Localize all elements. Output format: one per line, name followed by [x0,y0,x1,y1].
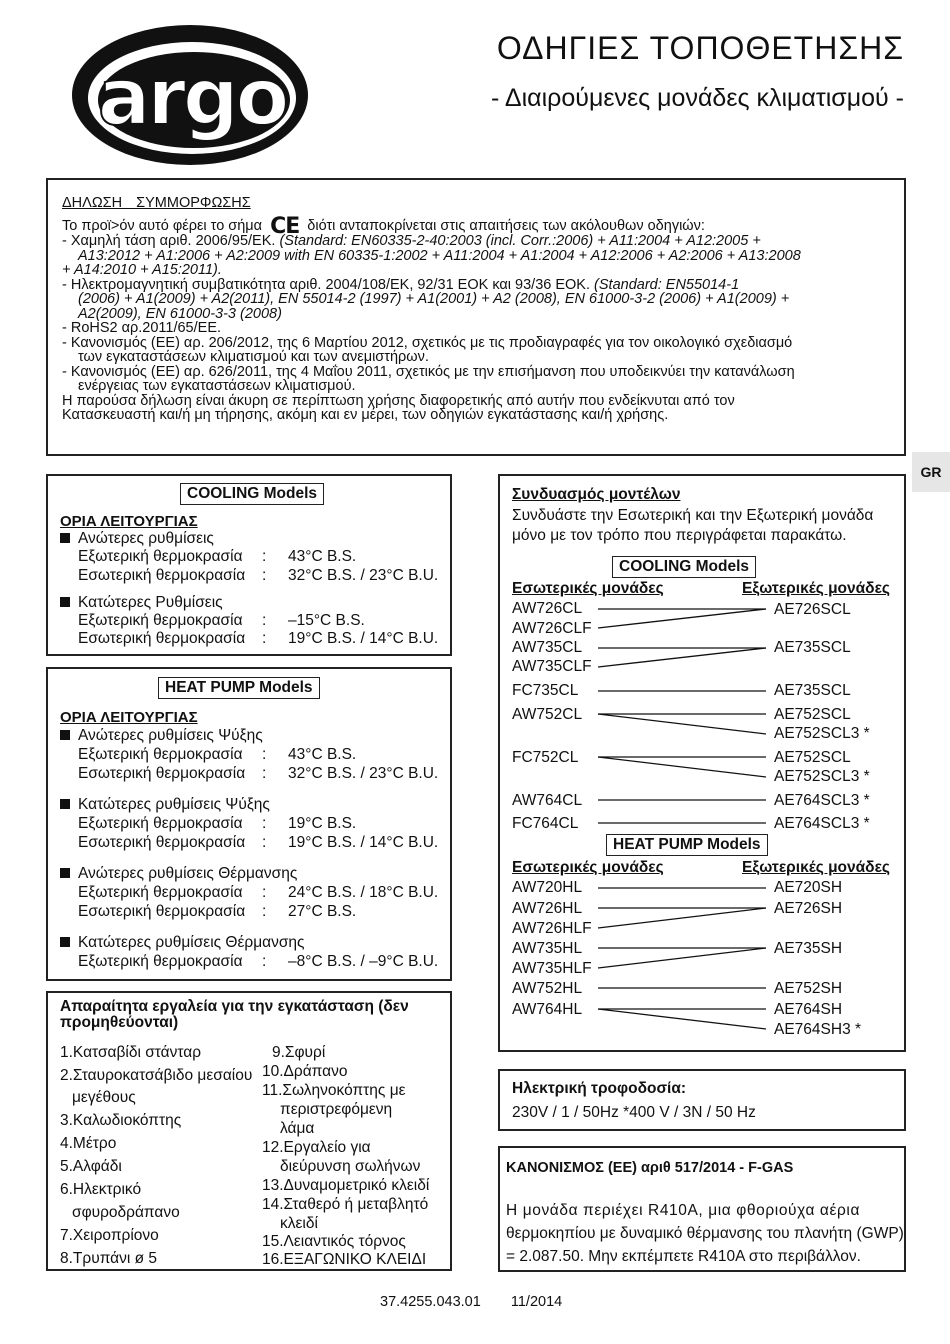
cooling-upper-label: Ανώτερες ρυθμίσεις [78,530,214,547]
page-subtitle: - Διαιρούμενες μονάδες κλιματισμού - [491,84,904,112]
tool-item: 11.Σωληνοκόπτης με [262,1082,406,1099]
indoor-model: AW752CL [512,706,583,723]
language-tab-gr: GR [912,452,950,492]
indoor-model: AW726HL [512,900,583,917]
cooling-limits-panel [46,474,452,656]
fgas-text: Η μονάδα περιέχει R410A, μια φθοριούχα αέρια [506,1202,861,1219]
cooling-models-title: COOLING Models [180,483,324,505]
outdoor-model: AE752SCL3 * [774,768,870,785]
connector-line [598,1009,766,1029]
declaration-emc-standard-cont: (2006) + A1(2009) + A2(2011), EN 55014-2 (1997) + A1(2001) + A2 (2008), EN 61000-3-2 (2006) + A1(2009) + [78,291,790,307]
hp-group-label: Ανώτερες ρυθμίσεις Ψύξης [78,727,263,744]
indoor-model: AW735HLF [512,960,592,977]
bullet-icon [60,730,70,740]
outdoor-model: AE764SCL3 * [774,792,870,809]
cooling-upper-group [60,530,214,548]
declaration-validity: Η παρούσα δήλωση είναι άκυρη σε περίπτωση χρήσης διαφορετικής από αυτήν που ενδείκνυται από τον [62,392,735,409]
tool-item: 13.Δυναμομετρικό κλειδί [262,1177,430,1194]
hp-group-label: Κατώτερες ρυθμίσεις Ψύξης [78,796,270,813]
internal-temp-label: Εσωτερική θερμοκρασία [78,903,246,920]
temp-value: 43°C B.S. [288,746,357,763]
tool-item: 16.ΕΞΑΓΩΝΙΚΟ ΚΛΕΙΔΙ [262,1251,427,1268]
tool-item-cont: κλειδί [280,1215,318,1232]
temp-value: 32°C B.S. / 23°C B.U. [288,765,439,782]
declaration-reg-206: - Κανονισμός (ΕΕ) αρ. 206/2012, της 6 Μαρτίου 2012, σχετικός με τις προδιαγραφές για τον οικολογικό σχεδιασμό [62,334,793,351]
outdoor-model: AE752SH [774,980,843,997]
colon: : [262,548,267,565]
colon: : [262,765,267,782]
indoor-model: AW735HL [512,940,583,957]
outdoor-model: AE735SCL [774,682,851,699]
tool-item: 10.Δράπανο [262,1063,348,1080]
tool-item-cont: περιστρεφόμενη [280,1101,393,1118]
document-footer [380,1294,562,1310]
temp-value: –15°C B.S. [288,612,365,629]
tool-item: 3.Καλωδιοκόπτης [60,1112,182,1129]
outdoor-model: AE764SCL3 * [774,815,870,832]
heatpump-models-title: HEAT PUMP Models [158,677,320,699]
hp-group-label: Ανώτερες ρυθμίσεις Θέρμανσης [78,865,298,882]
colon: : [262,834,267,851]
declaration-emc: - Ηλεκτρομαγνητική συμβατικότητα αριθ. 2004/108/ΕΚ, 92/31 ΕΟΚ και 93/36 ΕΟΚ. [62,276,595,293]
temp-value: 19°C B.S. / 14°C B.U. [288,630,439,647]
internal-temp-label: Εσωτερική θερμοκρασία [78,834,246,851]
declaration-standard: (Standard: EN60335-2-40:2003 (incl. Corr.:2006) + A11:2004 + A12:2005 + [279,233,761,249]
bullet-icon [60,533,70,543]
tool-item: 8.Τρυπάνι ø 5 [60,1250,158,1267]
declaration-low-voltage: - Χαμηλή τάση αριθ. 2006/95/ΕΚ. [62,233,280,249]
declaration-heading: ΔΗΛΩΣΗ ΣΥΜΜΟΡΦΩΣΗΣ [62,195,251,211]
tool-item: 2.Σταυροκατσάβιδο μεσαίου [60,1067,253,1084]
tools-heading-cont: προμηθεύονται) [60,1014,179,1031]
outdoor-model: AE752SCL3 * [774,725,870,742]
temp-value: 27°C B.S. [288,903,357,920]
outdoor-model: AE752SCL [774,749,851,766]
bullet-icon [60,799,70,809]
indoor-model: AW726CLF [512,620,592,637]
internal-temp-label: Εσωτερική θερμοκρασία [78,630,246,647]
page-title: ΟΔΗΓΙΕΣ ΤΟΠΟΘΕΤΗΣΗΣ [496,30,904,66]
temp-value: 24°C B.S. / 18°C B.U. [288,884,439,901]
tool-item-cont: μεγέθους [72,1089,136,1106]
temp-value: 19°C B.S. [288,815,357,832]
connector-line [598,714,766,734]
colon: : [262,746,267,763]
indoor-model: AW764CL [512,792,583,809]
tool-item-cont: σφυροδράπανο [72,1204,180,1221]
bullet-icon [60,937,70,947]
bullet-icon [60,597,70,607]
internal-temp-label: Εσωτερική θερμοκρασία [78,567,246,584]
tool-item: 7.Χειροπρίονο [60,1227,159,1244]
tool-item: 5.Αλφάδι [60,1158,122,1175]
declaration-standard-cont: A13:2012 + A1:2006 + A2:2009 with EN 60335-1:2002 + A11:2004 + A1:2004 + A12:2006 + A2:2006 + A13:2008 [78,247,801,264]
power-supply-panel [498,1069,906,1131]
tool-item: 4.Μέτρο [60,1135,117,1152]
tool-item: 15.Λειαντικός τόρνος [262,1233,406,1250]
cooling-limits-heading: ΟΡΙΑ ΛΕΙΤΟΥΡΓΙΑΣ [60,513,198,530]
outdoor-units-heading: Εξωτερικές μονάδες [742,580,890,597]
declaration-reg-626: - Κανονισμός (ΕΕ) αρ. 626/2011, της 4 Μαΐου 2011, σχετικός με την επισήμανση που υποδεικνύει την κατανάλωση [62,363,795,380]
indoor-model: AW735CL [512,639,583,656]
colon: : [262,953,267,970]
tool-item: 9.Σφυρί [272,1044,326,1061]
tools-panel [46,991,452,1271]
temp-value: 19°C B.S. / 14°C B.U. [288,834,439,851]
connector-line [598,648,766,667]
fgas-heading: ΚΑΝΟΝΙΣΜΟΣ (ΕΕ) αριθ 517/2014 - F-GAS [506,1160,794,1176]
external-temp-label: Εξωτερική θερμοκρασία [78,746,243,763]
indoor-model: AW726HLF [512,920,592,937]
temp-value: –8°C B.S. / –9°C B.U. [288,953,439,970]
tool-item: 1.Κατσαβίδι στάνταρ [60,1044,202,1061]
combo-description-cont: μόνο με τον τρόπο που περιγράφεται παρακάτω. [512,527,847,544]
connector-line [598,948,766,968]
svg-text:argo: argo [97,53,287,143]
fgas-text-end: = 2.087.50. Μην εκπέμπετε R410A στο περιβάλλον. [506,1248,861,1265]
outdoor-model: AE735SCL [774,639,851,656]
document-code: 37.4255.043.01 [380,1294,481,1310]
outdoor-model: AE752SCL [774,706,851,723]
cooling-lower-group [60,594,223,612]
indoor-model: AW764HL [512,1001,583,1018]
outdoor-units-heading: Εξωτερικές μονάδες [742,859,890,876]
indoor-model: AW735CLF [512,658,592,675]
declaration-emc-standard: (Standard: EN55014-1 [594,276,740,293]
declaration-intro [62,213,890,239]
power-supply-value: 230V / 1 / 50Hz *400 V / 3N / 50 Hz [512,1104,756,1121]
outdoor-model: AE726SH [774,900,843,917]
outdoor-model: AE764SH3 * [774,1021,862,1038]
tool-item: 6.Ηλεκτρικό [60,1181,142,1198]
declaration-reg-626-cont: ενέργειας των εγκαταστάσεων κλιματισμού. [78,378,356,394]
outdoor-model: AE726SCL [774,601,851,618]
bullet-icon [60,868,70,878]
model-combinations-panel [498,474,906,1052]
colon: : [262,612,267,629]
tools-heading: Απαραίτητα εργαλεία για την εγκατάσταση (δεν [60,998,409,1015]
external-temp-label: Εξωτερική θερμοκρασία [78,884,243,901]
external-temp-label: Εξωτερική θερμοκρασία [78,548,243,565]
cooling-lower-label: Κατώτερες Ρυθμίσεις [78,594,223,611]
combo-heatpump-title: HEAT PUMP Models [606,834,768,856]
indoor-model: FC764CL [512,815,579,832]
declaration-intro-a: Το προϊ>όν αυτό φέρει το σήμα [62,217,263,234]
declaration-rohs: - RoHS2 αρ.2011/65/ΕΕ. [62,320,222,336]
fgas-regulation-panel [498,1146,906,1272]
declaration-reg-206-cont: των εγκαταστάσεων κλιματισμού και των ανεμιστήρων. [78,349,429,365]
external-temp-label: Εξωτερική θερμοκρασία [78,815,243,832]
indoor-model: FC735CL [512,682,579,699]
combo-description: Συνδυάστε την Εσωτερική και την Εξωτερική μονάδα [512,507,874,524]
connector-line [598,908,766,928]
tool-item-cont: διεύρυνση σωλήνων [280,1158,421,1175]
declaration-intro-b: διότι ανταποκρίνεται στις απαιτήσεις των ακόλουθων οδηγιών: [307,217,705,234]
indoor-units-heading: Εσωτερικές μονάδες [512,580,664,597]
tool-item: 14.Σταθερό ή μεταβλητό [262,1196,429,1213]
document-date: 11/2014 [510,1294,563,1310]
indoor-model: AW726CL [512,600,583,617]
declaration-line [62,234,890,249]
ce-mark-icon: CE [270,213,300,239]
fgas-text-cont: θερμοκηπίου με δυναμικό θέρμανσης του πλανήτη (GWP) [506,1225,904,1242]
outdoor-model: AE735SH [774,940,843,957]
indoor-units-heading: Εσωτερικές μονάδες [512,859,664,876]
hp-group-label: Κατώτερες ρυθμίσεις Θέρμανσης [78,934,305,951]
combination-connector-lines [500,476,904,1050]
argo-logo [70,20,310,170]
external-temp-label: Εξωτερική θερμοκρασία [78,953,243,970]
declaration-of-conformity [46,178,906,456]
colon: : [262,630,267,647]
hp-group-3 [60,865,297,883]
indoor-model: AW752HL [512,980,583,997]
declaration-standard-end: + A14:2010 + A15:2011). [62,262,222,278]
heatpump-limits-panel [46,667,452,981]
indoor-model: AW720HL [512,879,583,896]
connector-line [598,609,766,628]
temp-value: 32°C B.S. / 23°C B.U. [288,567,439,584]
internal-temp-label: Εσωτερική θερμοκρασία [78,765,246,782]
outdoor-model: AE720SH [774,879,843,896]
colon: : [262,567,267,584]
declaration-validity-cont: Κατασκευαστή και/ή μη τήρησης, ακόμη και εν μέρει, των οδηγιών εγκατάστασης και/ή χρήσης. [62,407,669,423]
argo-logo-graphic [70,20,310,170]
tool-item-cont: λάμα [280,1120,315,1137]
colon: : [262,815,267,832]
outdoor-model: AE764SH [774,1001,843,1018]
declaration-emc-standard-end: A2(2009), EN 61000-3-3 (2008) [78,305,282,322]
colon: : [262,884,267,901]
colon: : [262,903,267,920]
tool-item: 12.Εργαλείο για [262,1139,371,1156]
external-temp-label: Εξωτερική θερμοκρασία [78,612,243,629]
indoor-model: FC752CL [512,749,579,766]
hp-group-2 [60,796,270,814]
hp-group-4 [60,934,305,952]
hp-group-1 [60,727,263,745]
combo-cooling-title: COOLING Models [612,556,756,578]
combo-heading-text: Συνδυασμός μοντέλων [512,486,681,503]
connector-line [598,757,766,777]
heatpump-limits-heading: ΟΡΙΑ ΛΕΙΤΟΥΡΓΙΑΣ [60,709,198,726]
temp-value: 43°C B.S. [288,548,357,565]
power-supply-heading: Ηλεκτρική τροφοδοσία: [512,1080,687,1097]
